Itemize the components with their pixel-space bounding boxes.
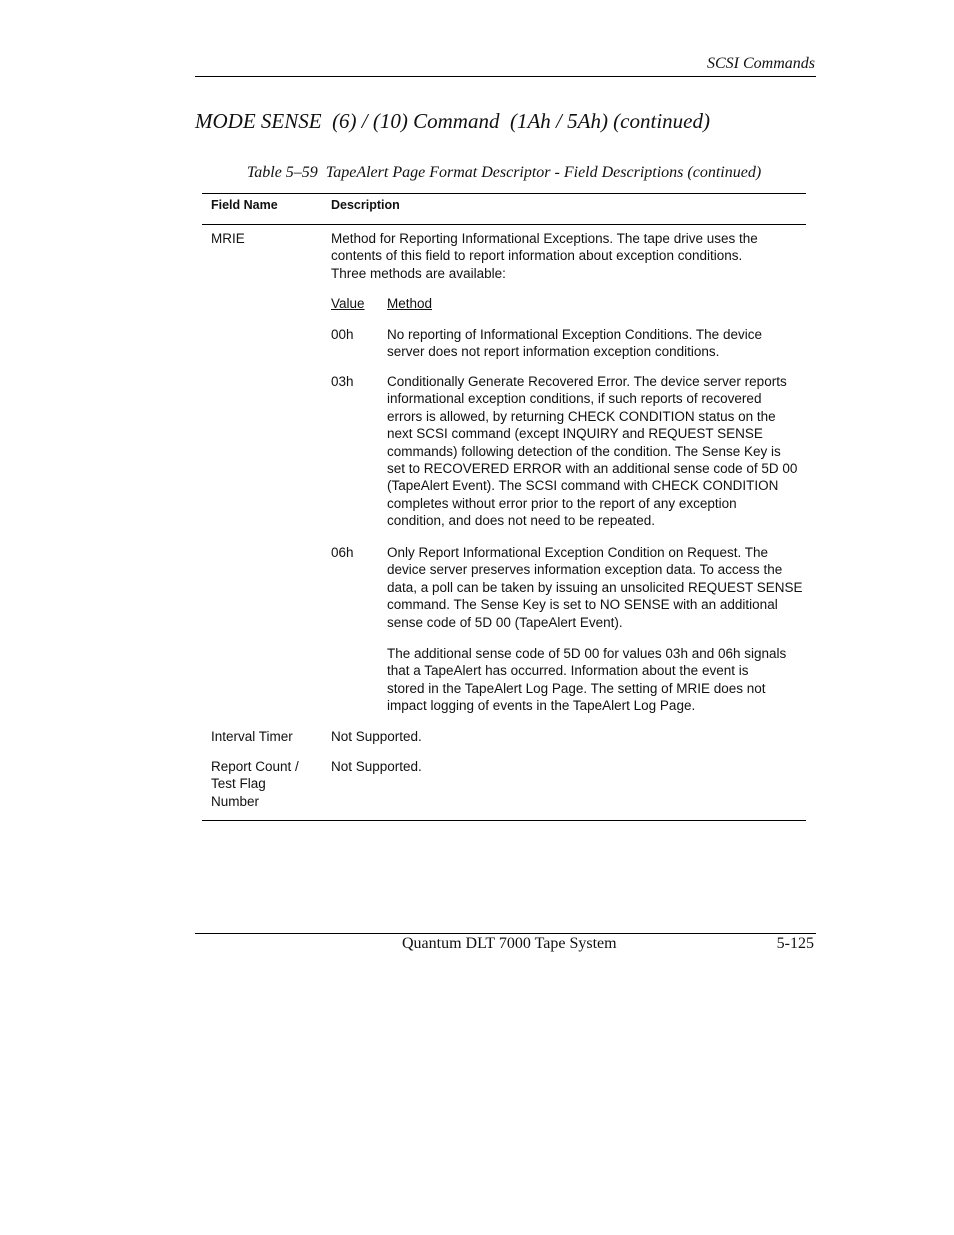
text-line: impact logging of events in the TapeAlert Log Page. — [387, 698, 696, 714]
text-line: set to RECOVERED ERROR with an additional sense code of 5D 00 — [387, 461, 798, 477]
text-line: No reporting of Informational Exception Conditions. The device — [387, 327, 762, 342]
table-bottom-rule — [202, 820, 806, 821]
text-line: data, a poll can be taken by issuing an unsolicited REQUEST SENSE — [387, 579, 803, 595]
text-line: commands) following detection of the condition. The Sense Key is — [387, 443, 781, 459]
footer-rule — [195, 933, 816, 934]
text-line: that a TapeAlert has occurred. Information about the event is — [387, 663, 749, 679]
text-line: Report Count / — [211, 759, 299, 774]
method-value: 00h — [331, 327, 354, 342]
page-number: 5-125 — [776, 935, 814, 952]
text-line: Method for Reporting Informational Exceptions. The tape drive uses the — [331, 231, 758, 246]
text-line: contents of this field to report information about exception conditions. — [331, 248, 743, 264]
report-count-description: Not Supported. — [331, 759, 422, 774]
text-line: (TapeAlert Event). The SCSI command with CHECK CONDITION — [387, 478, 779, 494]
footer-title: Quantum DLT 7000 Tape System — [402, 935, 617, 952]
section-title: MODE SENSE (6) / (10) Command (1Ah / 5Ah) (continued) — [195, 109, 710, 133]
text-line: command. The Sense Key is set to NO SENSE with an additional — [387, 597, 778, 613]
method-description — [387, 544, 802, 631]
text-line: Test Flag — [211, 776, 266, 792]
text-line: sense code of 5D 00 (TapeAlert Event). — [387, 614, 623, 630]
col-header-description: Description — [331, 198, 400, 212]
table-header-rule — [202, 224, 806, 225]
interval-timer-description: Not Supported. — [331, 729, 422, 744]
header-rule — [195, 76, 816, 77]
mrie-description — [331, 230, 758, 282]
method-value: 03h — [331, 374, 354, 389]
table-top-rule — [202, 193, 806, 194]
col-header-field-name: Field Name — [211, 198, 278, 212]
field-name-report-count — [211, 758, 299, 810]
text-line: next SCSI command (except INQUIRY and REQUEST SENSE — [387, 426, 763, 442]
sub-header-value: Value — [331, 296, 365, 311]
text-line: Number — [211, 793, 260, 809]
text-line: stored in the TapeAlert Log Page. The setting of MRIE does not — [387, 680, 766, 696]
running-head: SCSI Commands — [706, 55, 815, 72]
table-caption: Table 5–59 TapeAlert Page Format Descriptor - Field Descriptions (continued) — [246, 164, 762, 181]
text-line: informational exception conditions, if such reports of recovered — [387, 391, 762, 407]
text-line: Three methods are available: — [331, 265, 506, 281]
method-value: 06h — [331, 545, 354, 560]
sub-header-method: Method — [387, 296, 433, 311]
text-line: device server preserves information exception data. To access the — [387, 562, 783, 578]
text-line: server does not report information exception conditions. — [387, 344, 720, 360]
text-line: Only Report Informational Exception Condition on Request. The — [387, 545, 768, 560]
text-line: completes without error prior to the report of any exception — [387, 495, 737, 511]
method-description — [387, 373, 797, 530]
mrie-note — [387, 645, 786, 715]
method-description — [387, 326, 762, 361]
text-line: The additional sense code of 5D 00 for values 03h and 06h signals — [387, 646, 787, 661]
field-name-mrie: MRIE — [211, 231, 245, 246]
text-line: Conditionally Generate Recovered Error. The device server reports — [387, 374, 787, 389]
field-name-interval-timer: Interval Timer — [211, 729, 293, 744]
text-line: errors is allowed, by returning CHECK CONDITION status on the — [387, 408, 776, 424]
text-line: condition, and does not need to be repeated. — [387, 513, 655, 529]
